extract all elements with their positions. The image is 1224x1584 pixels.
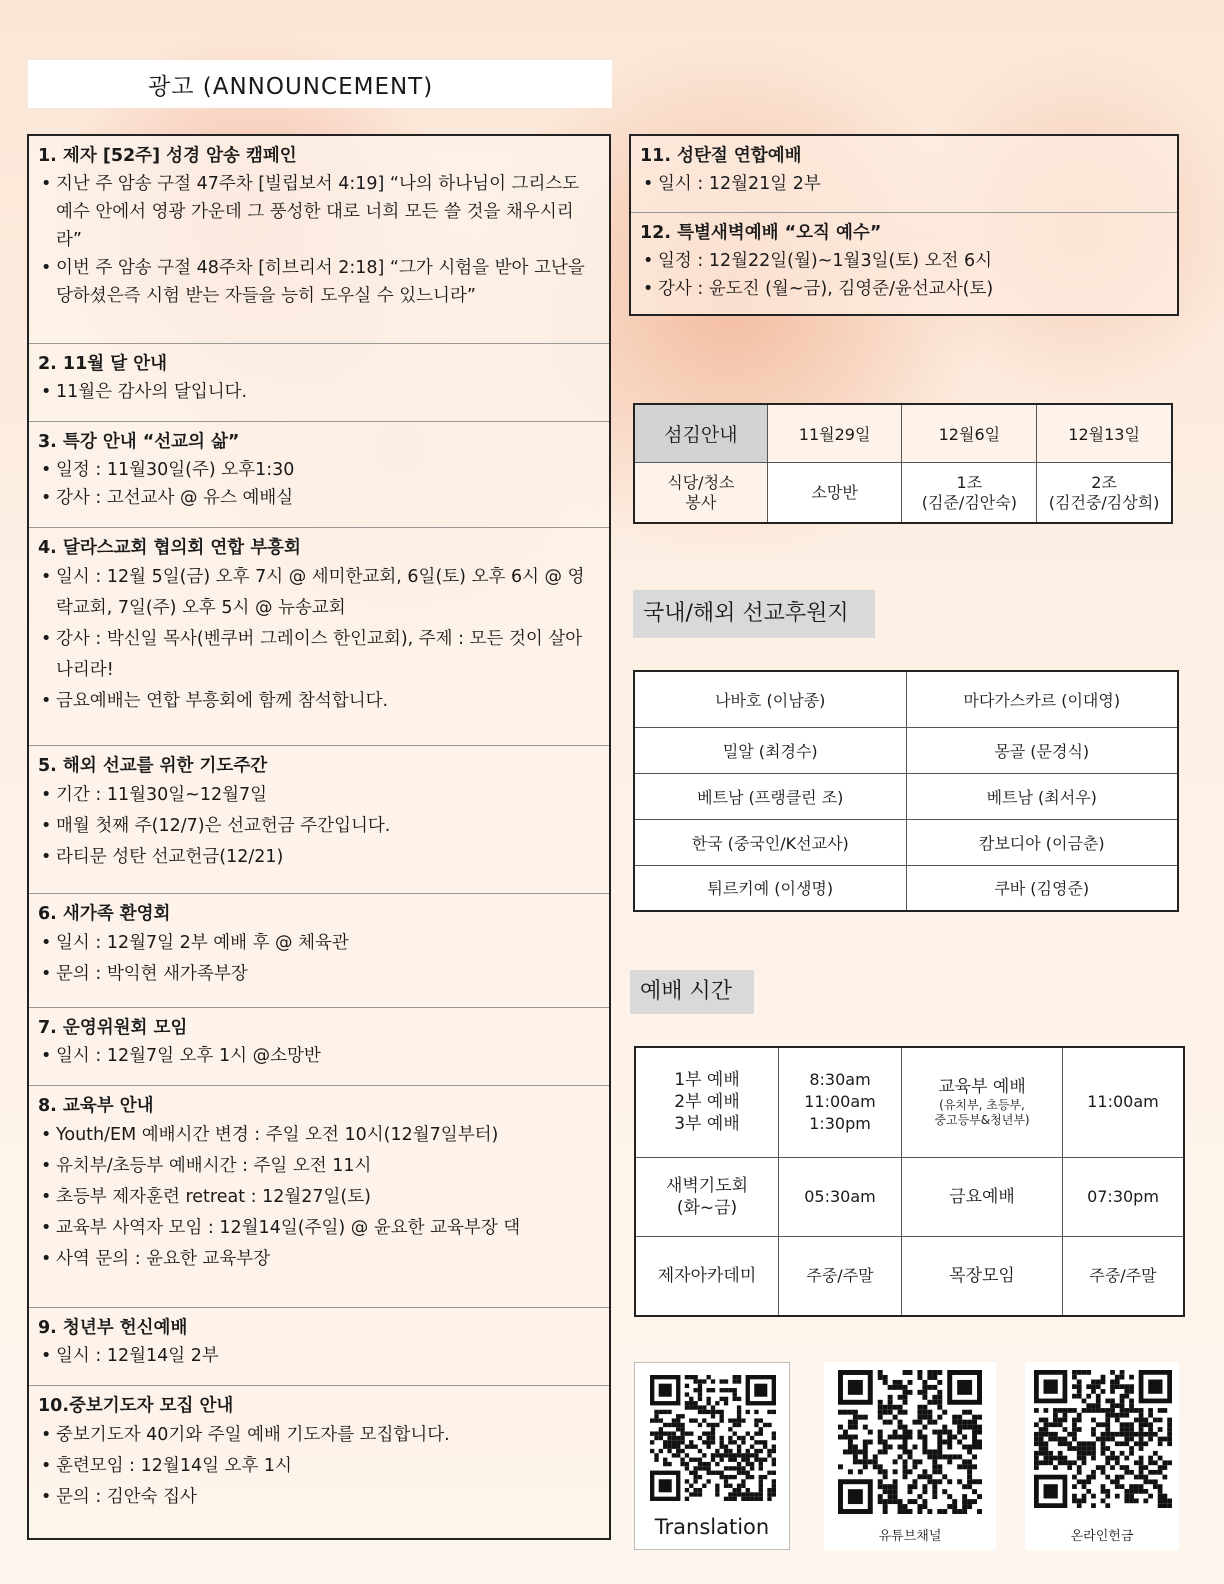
announcement-item: • 지난 주 암송 구절 47주차 [빌립보서 4:19] “나의 하나님이 그리스도 예수 안에서 영광 가운데 그 풍성한 대로 너희 모든 쓸 것을 채우시리라”: [38, 170, 599, 254]
announcement-9: [29, 1308, 609, 1386]
announcement-10: [29, 1386, 609, 1538]
table-row: [634, 671, 1178, 727]
announcement-11: [631, 136, 1177, 213]
table-cell: [902, 463, 1037, 524]
announcement-item: • 금요예배는 연합 부흥회에 함께 참석합니다.: [38, 686, 599, 717]
announcement-8: [29, 1086, 609, 1308]
announcement-item: • 일시 : 12월7일 2부 예배 후 @ 체육관: [38, 928, 599, 959]
table-cell: 나바호 (이남종): [634, 671, 906, 727]
announcement-item: • 문의 : 김안숙 집사: [38, 1482, 599, 1513]
announcement-item: • 일시 : 12월7일 오후 1시 @소망반: [38, 1042, 599, 1070]
announcement-item: • 일정 : 12월22일(월)~1월3일(토) 오전 6시: [640, 247, 1167, 275]
announcement-title: 7. 운영위원회 모임: [38, 1018, 188, 1038]
table-cell: 11:00am: [1063, 1047, 1185, 1157]
cell-line: (화~금): [676, 1197, 738, 1218]
table-cell: 금요예배: [902, 1157, 1063, 1236]
announcement-3: [29, 422, 609, 528]
table-cell: 주중/주말: [779, 1236, 902, 1316]
qr-code-icon: [1034, 1370, 1172, 1508]
cell-line: 11:00am: [804, 1092, 876, 1112]
announcement-item: • 일시 : 12월14일 2부: [38, 1342, 599, 1370]
table-header-cell: 12월6일: [902, 404, 1037, 463]
table-cell: [902, 1047, 1063, 1157]
announcement-title: 9. 청년부 헌신예배: [38, 1318, 188, 1338]
cell-line: (김준/김안숙): [921, 492, 1017, 512]
announcement-title: 3. 특강 안내 “선교의 삶”: [38, 432, 240, 452]
announcement-item: • 중보기도자 40기와 주일 예배 기도자를 모집합니다.: [38, 1420, 599, 1451]
announcement-7: [29, 1008, 609, 1086]
announcement-item: • 이번 주 암송 구절 48주차 [히브리서 2:18] “그가 시험을 받아 고난을 당하셨은즉 시험 받는 자들을 능히 도우실 수 있느니라”: [38, 254, 599, 310]
table-cell: 쿠바 (김영준): [906, 865, 1178, 911]
announcement-title: 12. 특별새벽예배 “오직 예수”: [640, 223, 882, 243]
announcement-item: • 매월 첫째 주(12/7)은 선교헌금 주간입니다.: [38, 811, 599, 842]
cell-line: 식당/청소: [667, 472, 735, 492]
table-cell: 캄보디아 (이금춘): [906, 819, 1178, 865]
table-cell: 한국 (중국인/K선교사): [634, 819, 906, 865]
qr-translation[interactable]: [634, 1362, 790, 1550]
cell-line: 교육부 예배: [938, 1077, 1026, 1098]
announcement-title: 1. 제자 [52주] 성경 암송 캠페인: [38, 146, 297, 166]
qr-label: 유튜브채널: [878, 1529, 942, 1544]
announcement-item: • 사역 문의 : 윤요한 교육부장: [38, 1244, 599, 1275]
announcement-item: • 일시 : 12월 5일(금) 오후 7시 @ 세미한교회, 6일(토) 오후 6시 @ 영락교회, 7일(주) 오후 5시 @ 뉴송교회: [38, 562, 599, 624]
qr-youtube-channel[interactable]: [824, 1362, 996, 1550]
announcement-title: 11. 성탄절 연합예배: [640, 146, 802, 166]
table-cell: [635, 1157, 779, 1236]
announcement-item: • 강사 : 윤도진 (월~금), 김영준/윤선교사(토): [640, 275, 1167, 303]
table-cell: 주중/주말: [1063, 1236, 1185, 1316]
announcement-item: • 강사 : 고선교사 @ 유스 예배실: [38, 484, 599, 512]
announcement-2: [29, 344, 609, 422]
announcement-item: • 강사 : 박신일 목사(벤쿠버 그레이스 한인교회), 주제 : 모든 것이 살아나리라!: [38, 624, 599, 686]
mission-heading: 국내/해외 선교후원지: [633, 590, 875, 638]
announcement-item: • 라티문 성탄 선교헌금(12/21): [38, 842, 599, 873]
table-cell: 마다가스카르 (이대영): [906, 671, 1178, 727]
table-row: [634, 463, 1172, 524]
cell-line: 1부 예배: [674, 1070, 740, 1091]
table-header-row: [634, 404, 1172, 463]
worship-times-table: [634, 1046, 1185, 1317]
table-cell: [767, 463, 902, 524]
announcement-item: • 기간 : 11월30일~12월7일: [38, 780, 599, 811]
table-cell: 베트남 (최서우): [906, 773, 1178, 819]
table-cell: 07:30pm: [1063, 1157, 1185, 1236]
qr-online-offering[interactable]: [1025, 1362, 1179, 1550]
table-cell: 튀르키예 (이생명): [634, 865, 906, 911]
cell-line: 8:30am: [809, 1070, 871, 1090]
announcement-title: 2. 11월 달 안내: [38, 354, 168, 374]
table-row: [635, 1236, 1184, 1316]
table-row: [634, 727, 1178, 773]
qr-code-icon: [650, 1375, 776, 1501]
cell-line: 새벽기도회: [665, 1175, 749, 1196]
table-row: [634, 773, 1178, 819]
announcement-5: [29, 746, 609, 894]
announcement-1: [29, 136, 609, 344]
cell-line: 소망반: [811, 482, 858, 502]
table-row: [634, 819, 1178, 865]
page-title: 광고 (ANNOUNCEMENT): [148, 74, 434, 100]
announcements-panel: [27, 134, 611, 1540]
cell-line: (김건중/김상희): [1048, 492, 1160, 512]
announcement-6: [29, 894, 609, 1008]
cell-line: (유치부, 초등부,: [939, 1098, 1025, 1113]
table-header-cell: 섬김안내: [634, 404, 767, 463]
announcements-panel-right: [629, 134, 1179, 316]
table-cell: 05:30am: [779, 1157, 902, 1236]
mission-table: [633, 670, 1179, 912]
announcement-title: 6. 새가족 환영회: [38, 904, 171, 924]
announcement-title: 10.중보기도자 모집 안내: [38, 1396, 234, 1416]
table-cell: 베트남 (프랭클린 조): [634, 773, 906, 819]
table-cell: [779, 1047, 902, 1157]
announcement-item: • 문의 : 박익현 새가족부장: [38, 959, 599, 990]
announcement-item: • 교육부 사역자 모임 : 12월14일(주일) @ 윤요한 교육부장 댁: [38, 1213, 599, 1244]
announcement-title: 5. 해외 선교를 위한 기도주간: [38, 756, 268, 776]
page-title-bar: [28, 60, 612, 108]
cell-line: 2부 예배: [674, 1092, 740, 1113]
announcement-title: 8. 교육부 안내: [38, 1096, 154, 1116]
table-cell: [634, 463, 767, 524]
table-cell: 몽골 (문경식): [906, 727, 1178, 773]
cell-line: 3부 예배: [674, 1114, 740, 1135]
announcement-item: • 유치부/초등부 예배시간 : 주일 오전 11시: [38, 1151, 599, 1182]
cell-line: 1:30pm: [809, 1114, 871, 1134]
table-cell: 목장모임: [902, 1236, 1063, 1316]
cell-line: 2조: [1091, 472, 1117, 492]
table-header-cell: 12월13일: [1037, 404, 1172, 463]
table-cell: [1037, 463, 1172, 524]
announcement-item: • 일시 : 12월21일 2부: [640, 170, 1167, 198]
table-cell: 제자아카데미: [635, 1236, 779, 1316]
announcement-item: • 훈련모임 : 12월14일 오후 1시: [38, 1451, 599, 1482]
announcement-item: • 초등부 제자훈련 retreat : 12월27일(토): [38, 1182, 599, 1213]
table-cell: [635, 1047, 779, 1157]
announcement-item: • 11월은 감사의 달입니다.: [38, 378, 599, 406]
announcement-item: • 일정 : 11월30일(주) 오후1:30: [38, 456, 599, 484]
table-row: [634, 865, 1178, 911]
table-row: [635, 1157, 1184, 1236]
announcement-12: [631, 213, 1177, 314]
cell-line: 봉사: [685, 492, 717, 512]
service-schedule-table: [633, 403, 1173, 524]
announcement-item: • Youth/EM 예배시간 변경 : 주일 오전 10시(12월7일부터): [38, 1120, 599, 1151]
cell-line: 중고등부&청년부): [934, 1113, 1030, 1128]
qr-label: Translation: [654, 1515, 770, 1539]
qr-label: 온라인헌금: [1070, 1529, 1134, 1544]
table-cell: 밀알 (최경수): [634, 727, 906, 773]
worship-heading: 예배 시간: [630, 970, 754, 1014]
cell-line: 1조: [956, 472, 983, 492]
table-row: [635, 1047, 1184, 1157]
table-header-cell: 11월29일: [767, 404, 902, 463]
announcement-title: 4. 달라스교회 협의회 연합 부흥회: [38, 538, 301, 558]
qr-code-icon: [838, 1370, 982, 1514]
announcement-4: [29, 528, 609, 746]
